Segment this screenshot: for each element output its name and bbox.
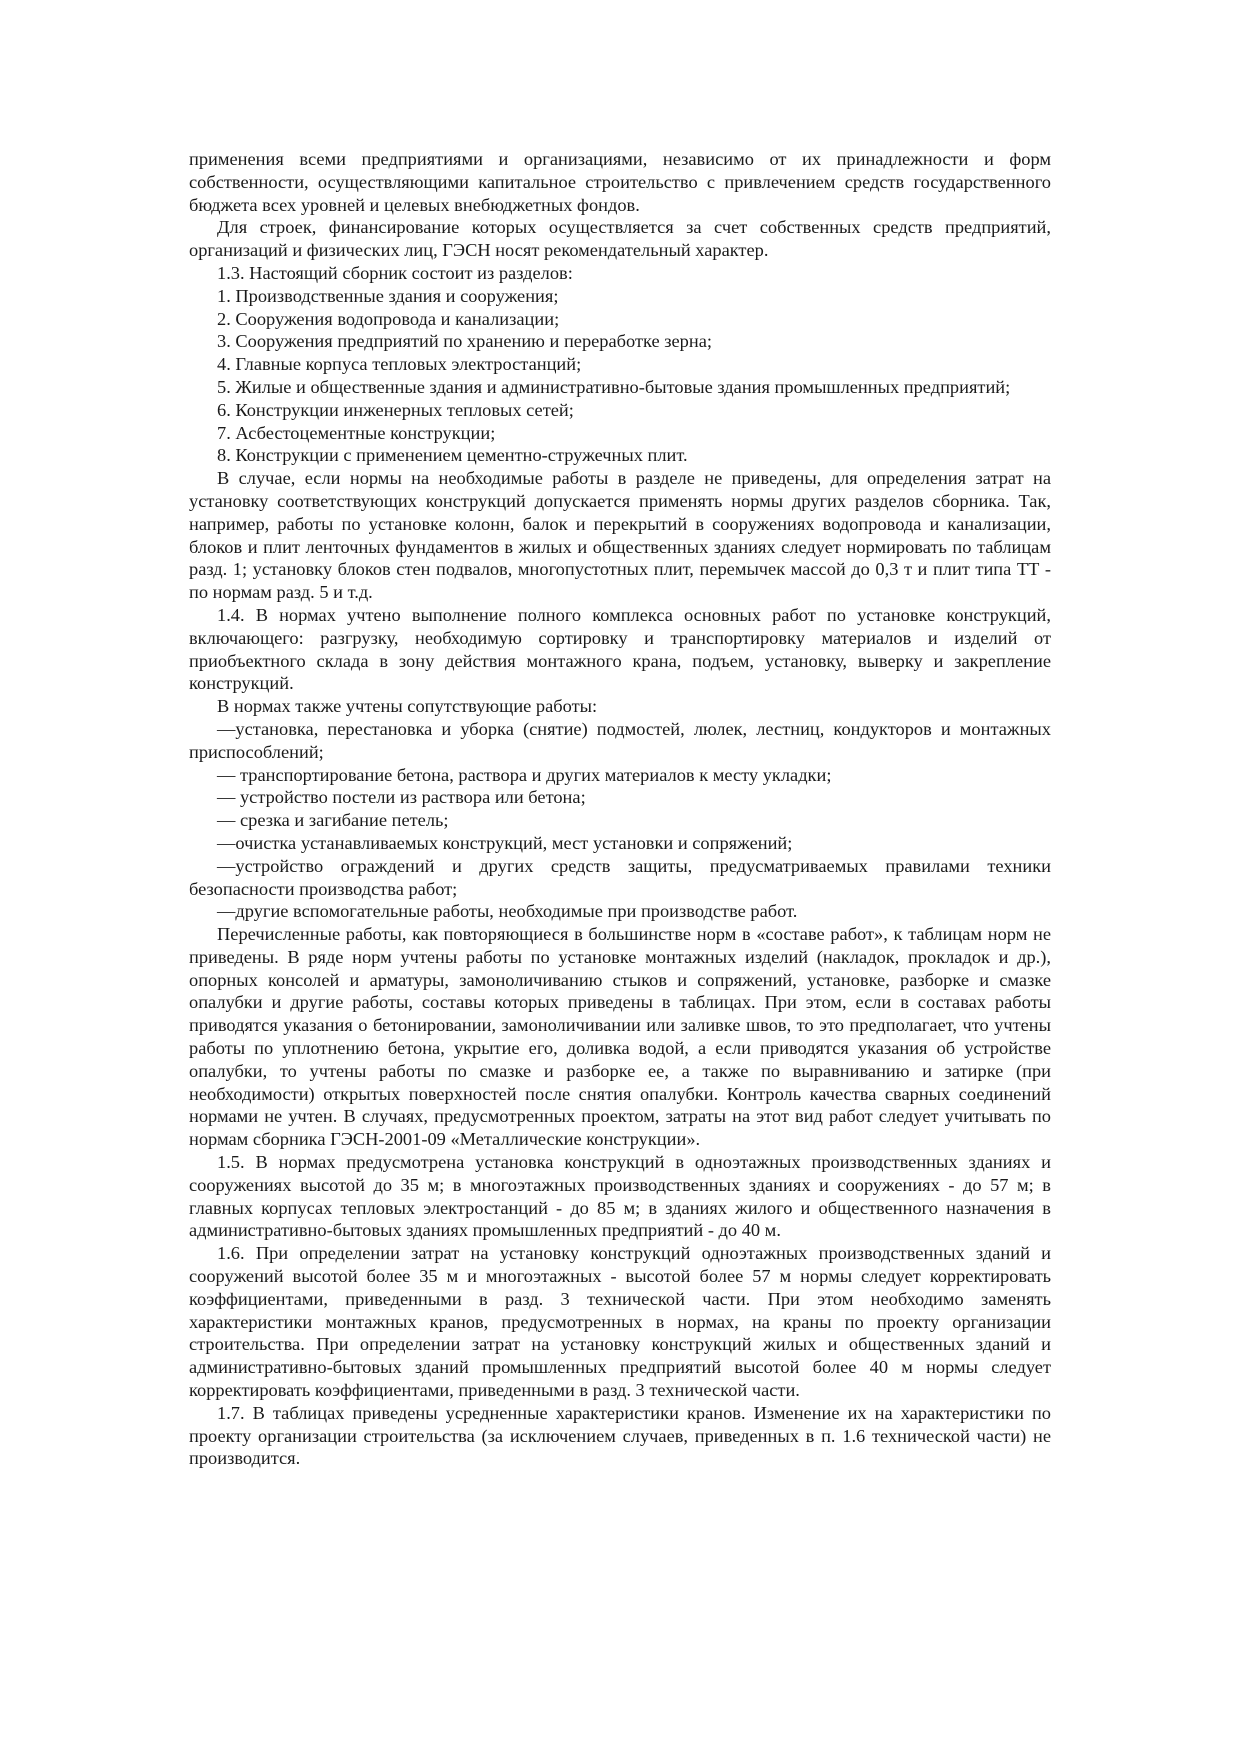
list-item-section-8: 8. Конструкции с применением цементно-стружечных плит. [217,445,688,466]
paragraph-1-5: 1.5. В нормах предусмотрена установка конструкций в одноэтажных производственных зданиях и сооружениях высотой до 35 м; в многоэтажных производственных зданиях и сооружениях - до 57 м; в главных корпусах тепловых электростанций - до 85 м; в зданиях жилого и общественного назначения в административно-бытовых зданиях промышленных предприятий - до 40 м. [189,1152,1051,1241]
paragraph-scope-continuation: применения всеми предприятиями и организациями, независимо от их принадлежности и форм собственности, осуществляющими капитальное строительство с привлечением средств государственного бюджета всех уровней и целевых внебюджетных фондов. [189,149,1051,215]
list-item-work-6: —устройство ограждений и других средств защиты, предусматриваемых правилами техники безопасности производства работ; [189,855,1051,899]
list-item-section-6: 6. Конструкции инженерных тепловых сетей; [217,399,574,420]
paragraph-recommendation: Для строек, финансирование которых осуществляется за счет собственных средств предприятий, организаций и физических лиц, ГЭСН носят рекомендательный характер. [189,217,1051,261]
list-item-section-1: 1. Производственные здания и сооружения; [217,285,559,306]
list-item-section-7: 7. Асбестоцементные конструкции; [217,422,496,443]
list-item-work-3: — устройство постели из раствора или бетона; [217,787,586,808]
paragraph-1-6: 1.6. При определении затрат на установку конструкций одноэтажных производственных зданий и сооружений высотой более 35 м и многоэтажных - высотой более 57 м нормы следует корректировать коэффициентами, приведенными в разд. 3 технической части. При этом необходимо заменять характеристики монтажных кранов, предусмотренных в нормах, на краны по проекту организации строительства. При определении затрат на установку конструкций жилых и общественных зданий и административно-бытовых зданий промышленных предприятий высотой более 40 м нормы следует корректировать коэффициентами, приведенными в разд. 3 технической части. [189,1243,1051,1401]
list-item-work-5: —очистка устанавливаемых конструкций, мест установки и сопряжений; [217,832,793,853]
paragraph-1-4: 1.4. В нормах учтено выполнение полного комплекса основных работ по установке конструкций, включающего: разгрузку, необходимую сортировку и транспортировку материалов и изделий от приобъектного склада в зону действия монтажного крана, подъем, установку, выверку и закрепление конструкций. [189,604,1051,694]
list-item-work-7: —другие вспомогательные работы, необходимые при производстве работ. [217,901,798,922]
list-item-work-1: —установка, перестановка и уборка (снятие) подмостей, люлек, лестниц, кондукторов и монтажных приспособлений; [189,718,1051,762]
list-item-work-2: — транспортирование бетона, раствора и других материалов к месту укладки; [217,764,832,785]
list-item-section-4: 4. Главные корпуса тепловых электростанций; [217,354,582,375]
list-item-section-5: 5. Жилые и общественные здания и административно-бытовые здания промышленных предприятий; [217,376,1011,397]
paragraph-listed-works: Перечисленные работы, как повторяющиеся в большинстве норм в «составе работ», к таблицам норм не приведены. В ряде норм учтены работы по установке монтажных изделий (накладок, прокладок и др.), опорных консолей и арматуры, замоноличиванию стыков и сопряжений, установке, разборке и смазке опалубки и другие работы, составы которых приведены в таблицах. При этом, если в составах работы приводятся указания о бетонировании, замоноличивании или заливке швов, то это предполагает, что учтены работы по уплотнению бетона, укрытие его, доливка водой, а если приводятся указания об устройстве опалубки, то учтены работы по смазке и разборке ее, а также по выравниванию и затирке (при необходимости) открытых поверхностей после снятия опалубки. Контроль качества сварных соединений нормами не учтен. В случаях, предусмотренных проектом, затраты на этот вид работ следует учитывать по нормам сборника ГЭСН-2001-09 «Металлические конструкции». [189,924,1051,1150]
paragraph-1-7: 1.7. В таблицах приведены усредненные характеристики кранов. Изменение их на характеристики по проекту организации строительства (за исключением случаев, приведенных в п. 1.6 технической части) не производится. [189,1402,1051,1469]
list-item-section-3: 3. Сооружения предприятий по хранению и переработке зерна; [217,331,712,352]
paragraph-other-sections: В случае, если нормы на необходимые работы в разделе не приведены, для определения затрат на установку соответствующих конструкций допускается применять нормы других разделов сборника. Так, например, работы по установке колонн, балок и перекрытий в сооружениях водопровода и канализации, блоков и плит ленточных фундаментов в жилых и общественных зданиях следует нормировать по таблицам разд. 1; установку блоков стен подвалов, многопустотных плит, перемычек массой до 0,3 т и плит типа ТТ - по нормам разд. 5 и т.д. [189,468,1051,603]
paragraph-section-list-heading: 1.3. Настоящий сборник состоит из разделов: [217,262,573,283]
list-item-work-4: — срезка и загибание петель; [217,810,449,831]
list-item-section-2: 2. Сооружения водопровода и канализации; [217,308,560,329]
paragraph-accompanying-works: В нормах также учтены сопутствующие работы: [217,696,598,717]
document-page [189,148,1051,1470]
